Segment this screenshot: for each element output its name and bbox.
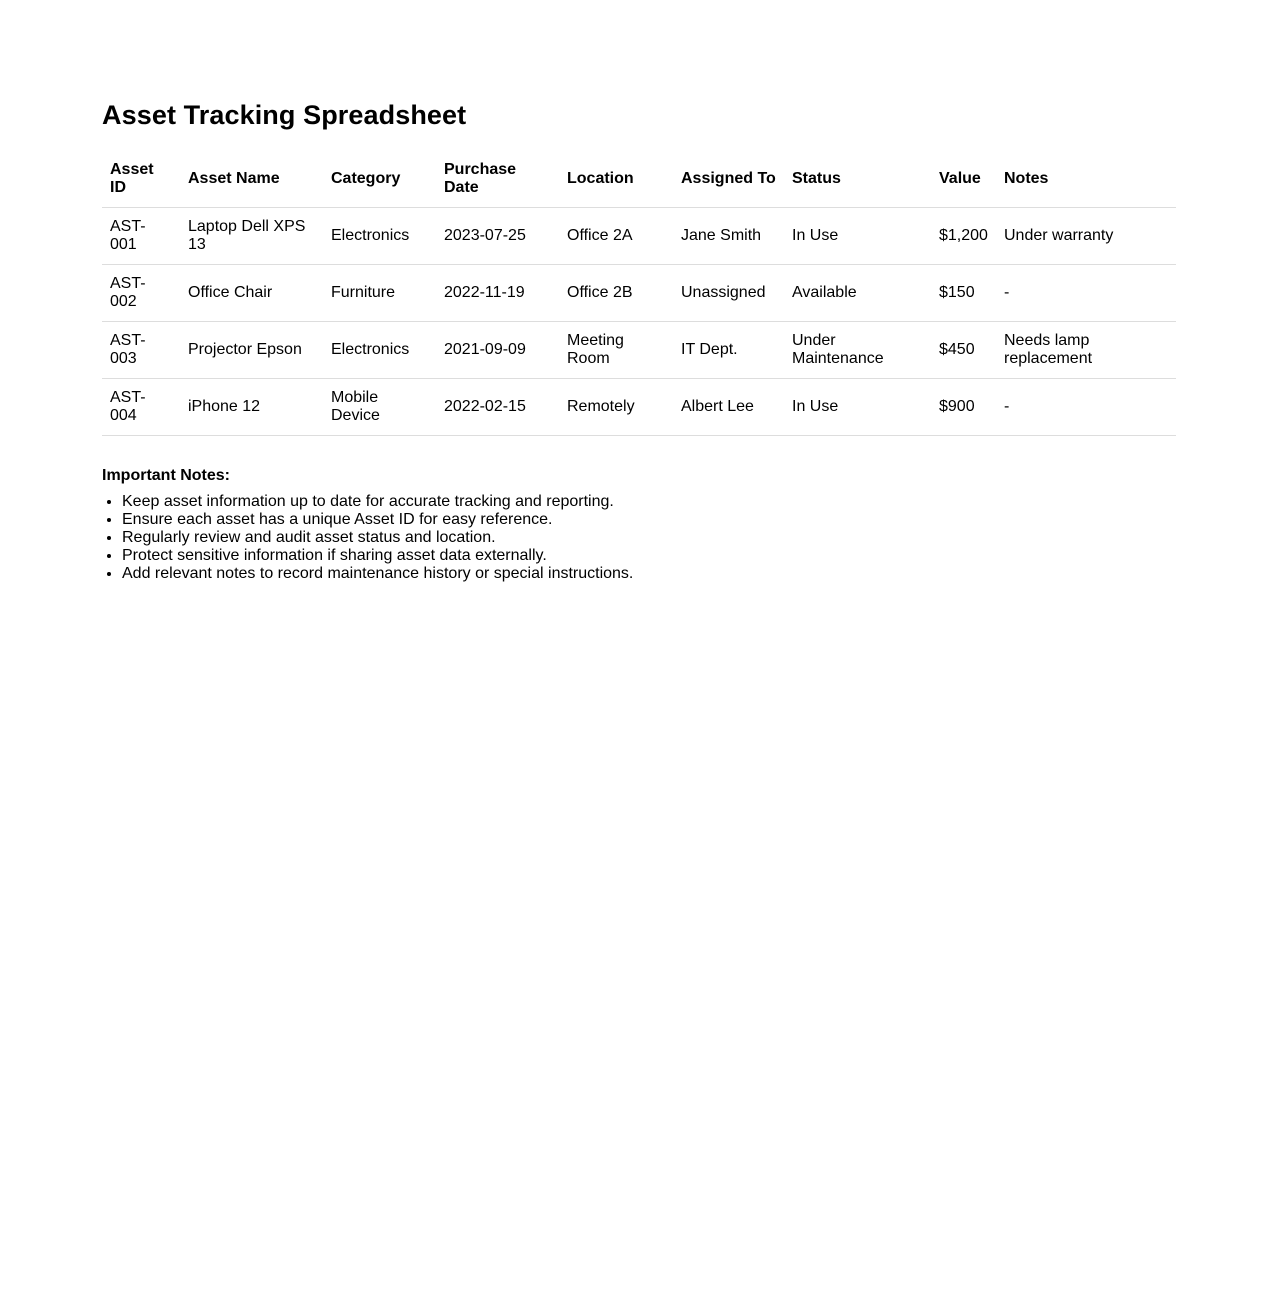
cell-status: Under Maintenance bbox=[784, 321, 931, 378]
cell-asset-id: AST-003 bbox=[102, 321, 180, 378]
table-body bbox=[102, 207, 1176, 435]
cell-location: Office 2B bbox=[559, 264, 673, 321]
cell-category: Mobile Device bbox=[323, 378, 436, 435]
column-header-location: Location bbox=[559, 151, 673, 207]
cell-value: $450 bbox=[931, 321, 996, 378]
column-header-purchase-date: Purchase Date bbox=[436, 151, 559, 207]
cell-asset-name: Projector Epson bbox=[180, 321, 323, 378]
column-header-asset-name: Asset Name bbox=[180, 151, 323, 207]
cell-assigned-to: Albert Lee bbox=[673, 378, 784, 435]
cell-value: $1,200 bbox=[931, 207, 996, 264]
table-row bbox=[102, 378, 1176, 435]
list-item: • Regularly review and audit asset status and location. bbox=[122, 529, 1176, 547]
cell-location: Remotely bbox=[559, 378, 673, 435]
cell-asset-name: Office Chair bbox=[180, 264, 323, 321]
cell-status: In Use bbox=[784, 378, 931, 435]
cell-location: Meeting Room bbox=[559, 321, 673, 378]
cell-notes: Needs lamp replacement bbox=[996, 321, 1176, 378]
cell-category: Electronics bbox=[323, 207, 436, 264]
cell-asset-id: AST-001 bbox=[102, 207, 180, 264]
cell-status: Available bbox=[784, 264, 931, 321]
cell-notes: Under warranty bbox=[996, 207, 1176, 264]
cell-asset-id: AST-004 bbox=[102, 378, 180, 435]
cell-purchase-date: 2022-02-15 bbox=[436, 378, 559, 435]
table-row bbox=[102, 264, 1176, 321]
asset-table bbox=[102, 151, 1176, 436]
list-item: • Keep asset information up to date for accurate tracking and reporting. bbox=[122, 493, 1176, 511]
notes-heading: Important Notes: bbox=[102, 466, 230, 484]
column-header-assigned-to: Assigned To bbox=[673, 151, 784, 207]
cell-value: $900 bbox=[931, 378, 996, 435]
cell-category: Electronics bbox=[323, 321, 436, 378]
cell-asset-name: iPhone 12 bbox=[180, 378, 323, 435]
document-page bbox=[102, 96, 1176, 583]
cell-notes: - bbox=[996, 378, 1176, 435]
cell-purchase-date: 2021-09-09 bbox=[436, 321, 559, 378]
cell-notes: - bbox=[996, 264, 1176, 321]
list-item: • Add relevant notes to record maintenance history or special instructions. bbox=[122, 565, 1176, 583]
notes-list bbox=[102, 493, 1176, 583]
page-title: Asset Tracking Spreadsheet bbox=[102, 100, 467, 130]
table-row bbox=[102, 321, 1176, 378]
column-header-category: Category bbox=[323, 151, 436, 207]
header-row bbox=[102, 151, 1176, 207]
table-row bbox=[102, 207, 1176, 264]
cell-status: In Use bbox=[784, 207, 931, 264]
cell-assigned-to: Unassigned bbox=[673, 264, 784, 321]
column-header-asset-id: Asset ID bbox=[102, 151, 180, 207]
cell-asset-id: AST-002 bbox=[102, 264, 180, 321]
cell-assigned-to: IT Dept. bbox=[673, 321, 784, 378]
column-header-status: Status bbox=[784, 151, 931, 207]
cell-category: Furniture bbox=[323, 264, 436, 321]
cell-assigned-to: Jane Smith bbox=[673, 207, 784, 264]
cell-purchase-date: 2022-11-19 bbox=[436, 264, 559, 321]
important-notes-section bbox=[102, 467, 1176, 583]
list-item: • Ensure each asset has a unique Asset ID for easy reference. bbox=[122, 511, 1176, 529]
cell-purchase-date: 2023-07-25 bbox=[436, 207, 559, 264]
cell-asset-name: Laptop Dell XPS 13 bbox=[180, 207, 323, 264]
table-header bbox=[102, 151, 1176, 207]
column-header-value: Value bbox=[931, 151, 996, 207]
list-item: • Protect sensitive information if sharing asset data externally. bbox=[122, 547, 1176, 565]
cell-location: Office 2A bbox=[559, 207, 673, 264]
column-header-notes: Notes bbox=[996, 151, 1176, 207]
cell-value: $150 bbox=[931, 264, 996, 321]
